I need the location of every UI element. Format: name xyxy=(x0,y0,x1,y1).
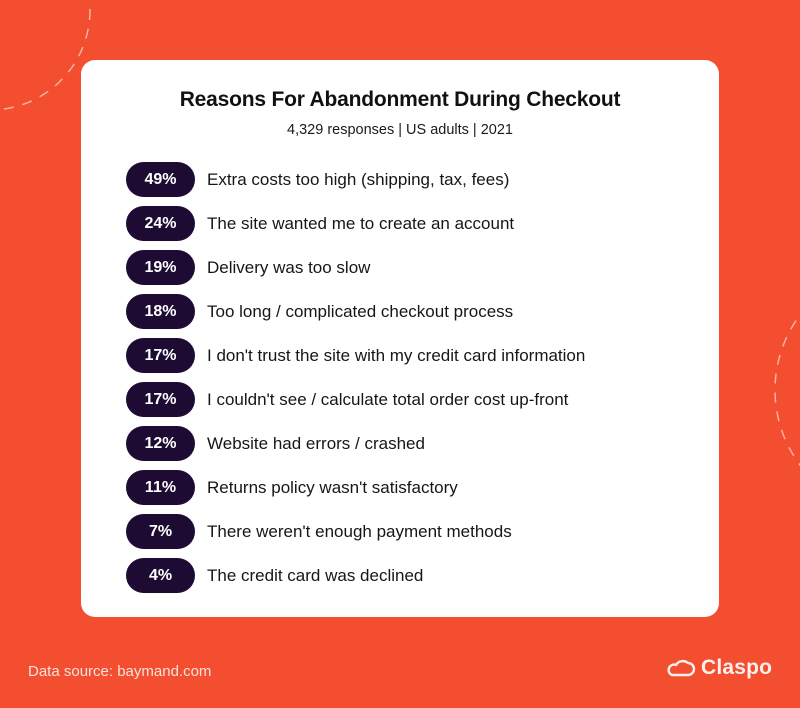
reason-label: I don't trust the site with my credit card information xyxy=(207,345,586,365)
reason-label: I couldn't see / calculate total order cost up-front xyxy=(207,389,569,409)
percent-badge: 18% xyxy=(126,294,195,329)
list-item xyxy=(126,426,585,461)
list-item xyxy=(126,206,585,241)
data-source: Data source: baymand.com xyxy=(28,663,212,680)
reason-label: Too long / complicated checkout process xyxy=(207,301,514,321)
percent-badge: 17% xyxy=(126,382,195,417)
chart-card xyxy=(81,60,719,617)
brand-logo xyxy=(666,656,772,680)
list-item xyxy=(126,514,585,549)
reason-label: Extra costs too high (shipping, tax, fees) xyxy=(207,169,510,189)
percent-badge: 4% xyxy=(126,558,195,593)
reason-label: Returns policy wasn't satisfactory xyxy=(207,477,458,497)
brand-name: Claspo xyxy=(701,656,773,679)
cloud-icon xyxy=(666,657,696,679)
percent-badge: 49% xyxy=(126,162,195,197)
list-item xyxy=(126,558,585,593)
reason-label: The site wanted me to create an account xyxy=(207,213,515,233)
percent-badge: 19% xyxy=(126,250,195,285)
reasons-list xyxy=(126,162,585,602)
reason-label: Website had errors / crashed xyxy=(207,433,425,453)
chart-subtitle: 4,329 responses | US adults | 2021 xyxy=(287,122,513,138)
list-item xyxy=(126,250,585,285)
list-item xyxy=(126,338,585,373)
reason-label: There weren't enough payment methods xyxy=(207,521,512,541)
list-item xyxy=(126,382,585,417)
list-item xyxy=(126,162,585,197)
list-item xyxy=(126,470,585,505)
percent-badge: 7% xyxy=(126,514,195,549)
percent-badge: 24% xyxy=(126,206,195,241)
reason-label: The credit card was declined xyxy=(207,565,424,585)
percent-badge: 11% xyxy=(126,470,195,505)
percent-badge: 17% xyxy=(126,338,195,373)
percent-badge: 12% xyxy=(126,426,195,461)
list-item xyxy=(126,294,585,329)
chart-title: Reasons For Abandonment During Checkout xyxy=(179,88,621,111)
reason-label: Delivery was too slow xyxy=(207,257,371,277)
